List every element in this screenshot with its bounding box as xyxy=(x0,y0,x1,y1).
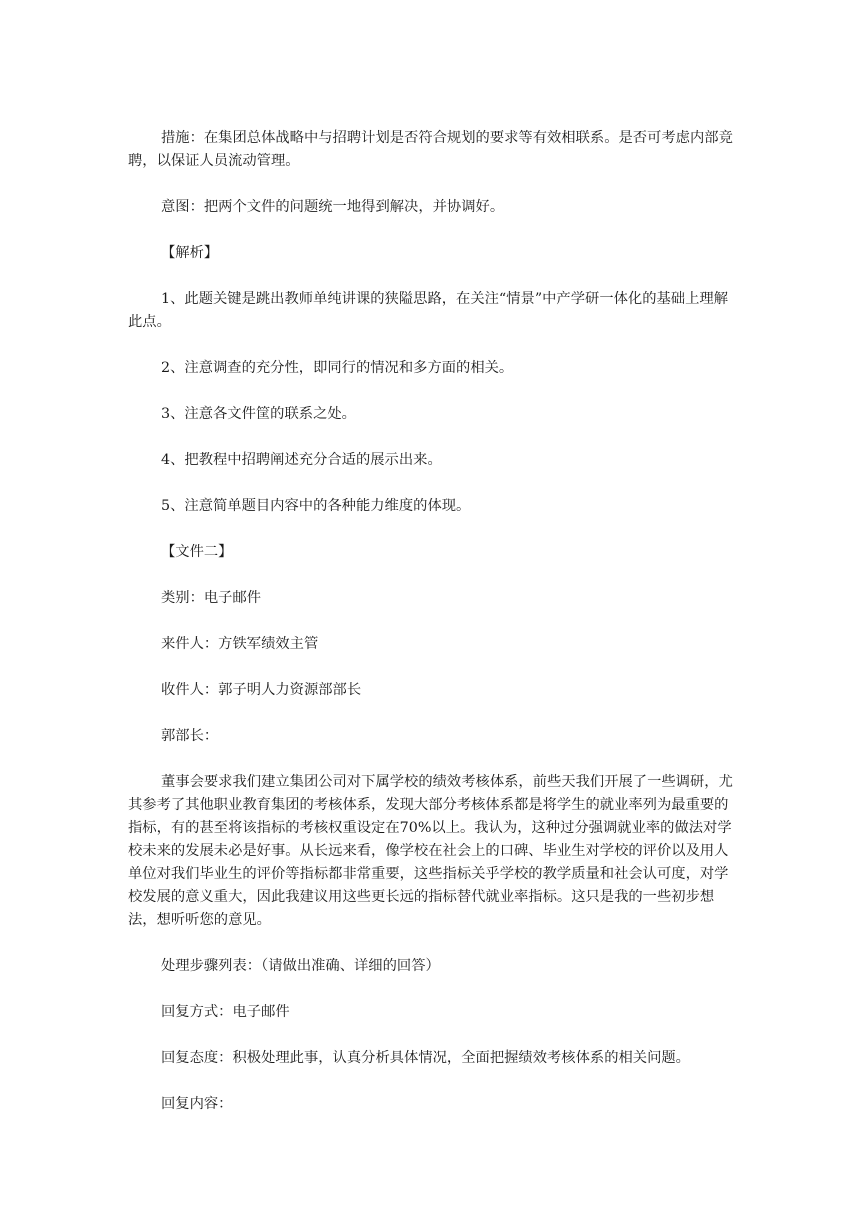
analysis-item-5: 5、注意简单题目内容中的各种能力维度的体现。 xyxy=(161,498,471,514)
field-reply-method: 回复方式：电子邮件 xyxy=(161,1004,290,1020)
analysis-item-3: 3、注意各文件筐的联系之处。 xyxy=(161,406,356,422)
section-heading-analysis: 【解析】 xyxy=(161,245,219,261)
field-reply-attitude: 回复态度：积极处理此事，认真分析具体情况，全面把握绩效考核体系的相关问题。 xyxy=(161,1050,690,1066)
paragraph-intent: 意图：把两个文件的问题统一地得到解决，并协调好。 xyxy=(161,199,505,215)
paragraph-measures: 措施：在集团总体战略中与招聘计划是否符合规划的要求等有效相联系。是否可考虑内部竞聘，以保证人员流动管理。 xyxy=(128,130,733,169)
section-heading-file-two: 【文件二】 xyxy=(161,544,233,560)
field-recipient: 收件人：郭子明人力资源部部长 xyxy=(161,682,362,698)
document-body xyxy=(128,127,733,1116)
field-steps-list: 处理步骤列表：（请做出准确、详细的回答） xyxy=(161,958,440,974)
analysis-item-2: 2、注意调查的充分性，即同行的情况和多方面的相关。 xyxy=(161,360,514,376)
field-category: 类别：电子邮件 xyxy=(161,590,262,606)
analysis-item-4: 4、把教程中招聘阐述充分合适的展示出来。 xyxy=(161,452,442,468)
letter-salutation: 郭部长： xyxy=(161,728,219,744)
field-reply-content: 回复内容： xyxy=(161,1096,233,1112)
analysis-item-1: 1、此题关键是跳出教师单纯讲课的狭隘思路，在关注“情景”中产学研一体化的基础上理解此点。 xyxy=(128,291,728,330)
letter-body: 董事会要求我们建立集团公司对下属学校的绩效考核体系，前些天我们开展了一些调研，尤其参考了其他职业教育集团的考核体系，发现大部分考核体系都是将学生的就业率列为最重要的指标，有的甚至将该指标的考核权重设定在70%以上。我认为，这种过分强调就业率的做法对学校未来的发展未必是好事。从长远来看，像学校在社会上的口碑、毕业生对学校的评价以及用人单位对我们毕业生的评价等指标都非常重要，这些指标关乎学校的教学质量和社会认可度，对学校发展的意义重大，因此我建议用这些更长远的指标替代就业率指标。这只是我的一些初步想法，想听听您的意见。 xyxy=(128,774,733,928)
field-sender: 来件人：方铁军绩效主管 xyxy=(161,636,319,652)
